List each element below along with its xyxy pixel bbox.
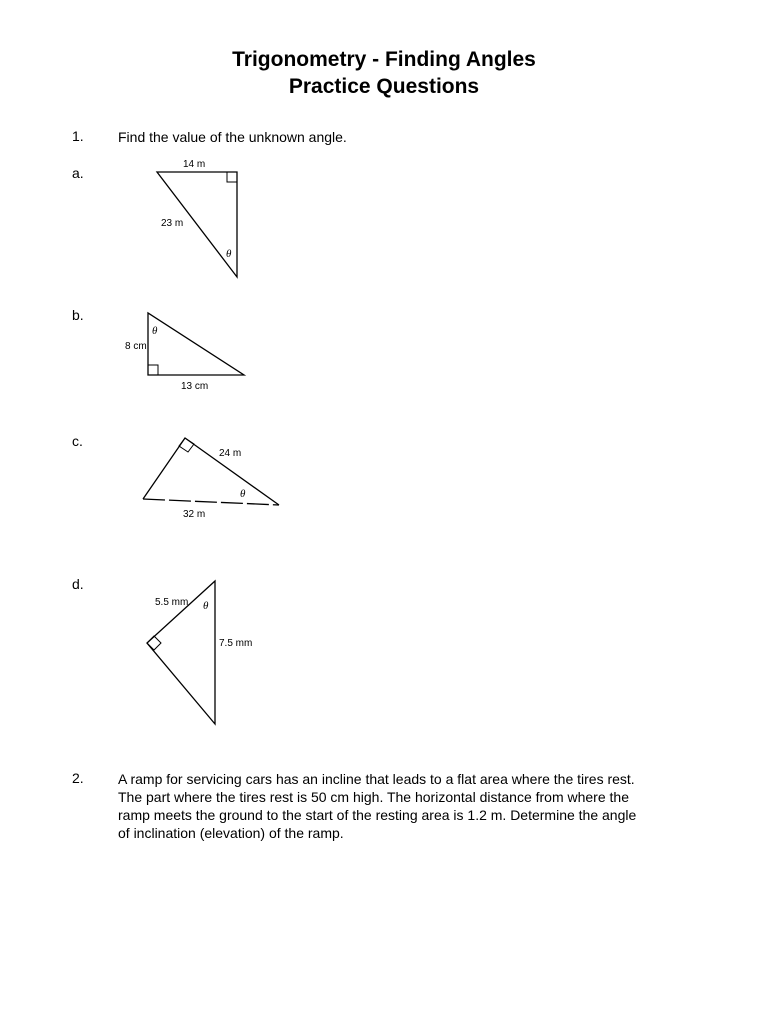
part-a-label: a. [72,165,84,181]
triangle-c-side-base: 32 m [183,509,206,520]
triangle-d-side-left: 5.5 mm [155,597,189,608]
triangle-c [143,438,279,520]
part-b-label: b. [72,307,84,323]
question-1-text: Find the value of the unknown angle. [118,129,347,145]
triangle-b-side-left: 8 cm [125,341,147,352]
question-2-line: of inclination (elevation) of the ramp. [118,825,344,841]
triangle-a-side-top: 14 m [183,159,206,170]
question-2-line: ramp meets the ground to the start of the resting area is 1.2 m. Determine the angle [118,807,637,823]
triangle-b-theta: θ [152,325,158,337]
part-c-label: c. [72,433,83,449]
triangle-b-side-bottom: 13 cm [181,381,209,392]
triangle-a-theta: θ [226,248,232,260]
page-title: Trigonometry - Finding Angles [232,48,536,71]
triangle-a [157,159,237,277]
triangle-d-side-right: 7.5 mm [219,638,253,649]
question-1-number: 1. [72,128,84,144]
triangle-d [147,581,252,724]
triangle-b [125,313,244,392]
page-subtitle: Practice Questions [288,75,480,98]
triangle-c-theta: θ [240,488,246,500]
question-2-text [118,770,636,842]
question-2-line: The part where the tires rest is 50 cm high. The horizontal distance from where the [118,789,629,805]
triangle-c-side-slant: 24 m [219,448,242,459]
triangle-d-theta: θ [203,600,209,612]
triangle-a-side-hyp: 23 m [161,218,184,229]
question-2-line: A ramp for servicing cars has an incline that leads to a flat area where the tires rest. [118,771,635,787]
question-2-number: 2. [72,770,84,786]
part-d-label: d. [72,576,84,592]
